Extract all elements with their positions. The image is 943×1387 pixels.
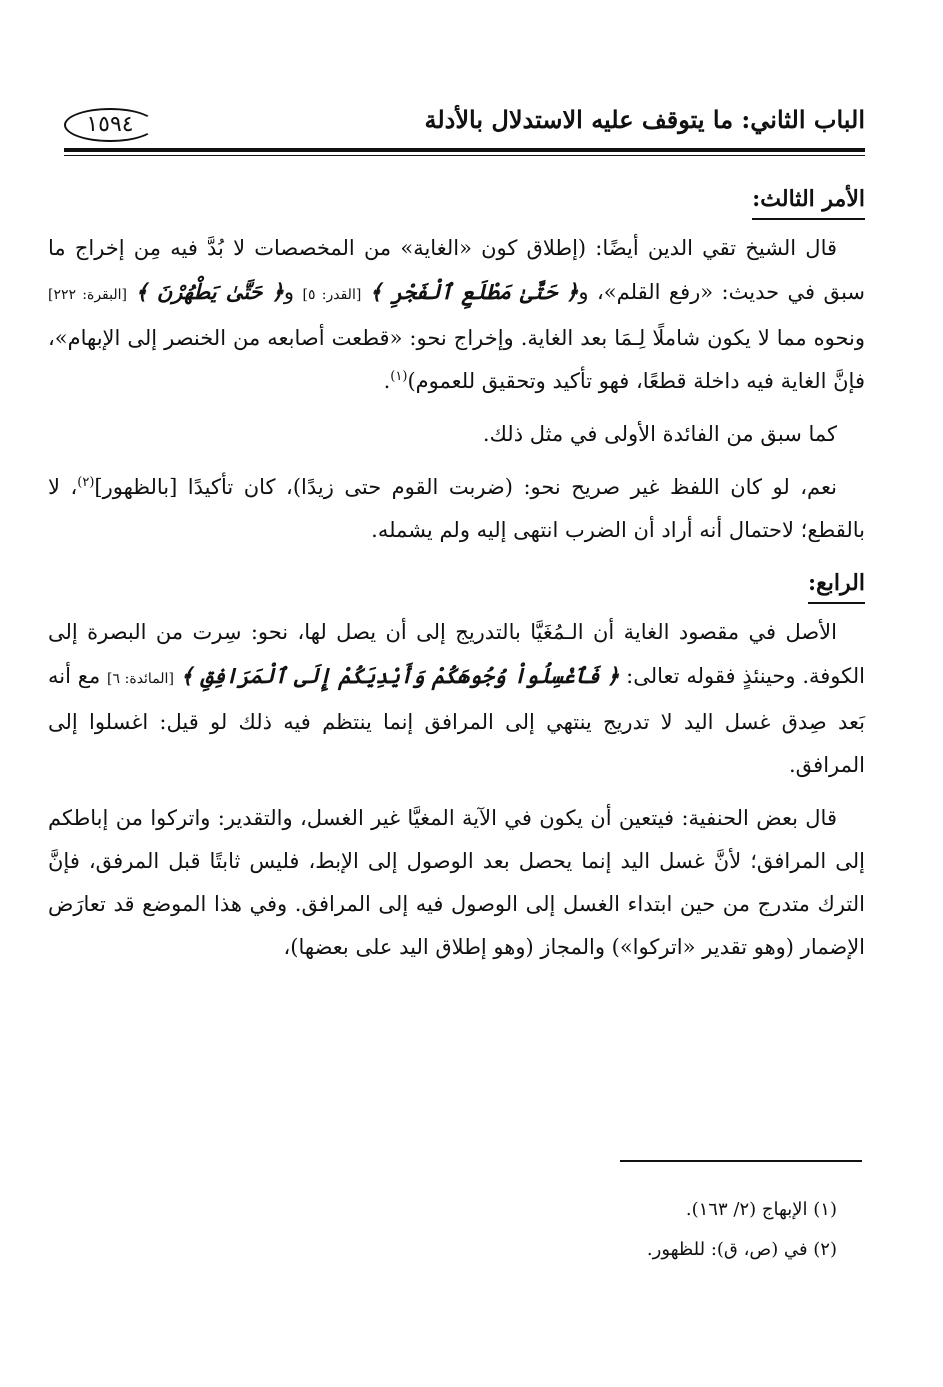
- quran-verse: ﴿ حَتَّىٰ يَطْهُرْنَ ﴾: [135, 279, 284, 304]
- paragraph: نعم، لو كان اللفظ غير صريح نحو: (ضربت القوم حتى زيدًا)، كان تأكيدًا [بالظهور]$^{(٢)}$، لا بالقطع؛ لاحتمال أنه أراد أن الضرب انتهى إليه ولم يشمله.: [48, 475, 865, 542]
- header-rule-thick: [64, 148, 865, 152]
- paragraph: كما سبق من الفائدة الأولى في مثل ذلك.: [482, 422, 837, 446]
- header-rule-thin: [64, 155, 865, 156]
- running-title: الباب الثاني: ما يتوقف عليه الاستدلال بالأدلة: [424, 105, 865, 134]
- verse-reference: [القدر: ٥]: [302, 287, 362, 303]
- footnote-marker: (١): [390, 369, 408, 384]
- footnote-marker: (٢): [77, 475, 95, 490]
- page-number: ١٥٩٤: [64, 108, 156, 142]
- main-text: [48, 178, 865, 979]
- footnote-1: (١) الإبهاج (٢/ ١٦٣).: [685, 1199, 837, 1220]
- quran-verse: ﴿ فَٱغْسِلُواْ وُجُوهَكُمْ وَأَيْدِيَكُمْ إِلَى ٱلْمَرَافِقِ ﴾: [180, 663, 620, 688]
- footnote-separator: [620, 1160, 862, 1162]
- verse-reference: [البقرة: ٢٢٢]: [48, 287, 127, 303]
- verse-reference: [المائدة: ٦]: [107, 671, 174, 687]
- paragraph: قال الشيخ تقي الدين أيضًا: (إطلاق كون «الغاية» من المخصصات لا بُدَّ فيه مِن إخراج ما سبق في حديث: «رفع القلم»، و﴿ حَتَّىٰ مَطْلَعِ ٱلْفَجْرِ ﴾ [القدر: ٥] و﴿ حَتَّىٰ يَطْهُرْنَ ﴾ [البقرة: ٢٢٢] ونحوه مما لا يكون شاملًا لِـمَا بعد الغاية. وإخراج نحو: «قطعت أصابعه من الخنصر إلى الإبهام»، فإنَّ الغاية فيه داخلة قطعًا، فهو تأكيد وتحقيق للعموم)$^{(١)}$.: [48, 236, 866, 393]
- footnote-2: (٢) في (ص، ق): للظهور.: [646, 1239, 837, 1260]
- paragraph: الأصل في مقصود الغاية أن الـمُغَيَّا بالتدريج إلى أن يصل لها، نحو: سِرت من البصرة إلى الكوفة. وحينئذٍ فقوله تعالى: ﴿ فَٱغْسِلُواْ وُجُوهَكُمْ وَأَيْدِيَكُمْ إِلَى ٱلْمَرَافِقِ ﴾ [المائدة: ٦] مع أنه بَعد صِدق غسل اليد لا تدريج ينتهي إلى المرافق إنما ينتظم فيه ذلك لو قيل: اغسلوا إلى المرافق.: [48, 620, 865, 777]
- paragraph: قال بعض الحنفية: فيتعين أن يكون في الآية المغيَّا غير الغسل، والتقدير: واتركوا من إباطكم إلى المرافق؛ لأنَّ غسل اليد إنما يحصل بعد الوصول إلى الإبط، فليس ثابتًا قبل المرفق، فإنَّ الترك متدرج من حين ابتداء الغسل إلى الوصول فيه إلى المرافق. وفي هذا الموضع قد تعارَض الإضمار (وهو تقدير «اتركوا») والمجاز (وهو إطلاق اليد على بعضها)،: [48, 806, 865, 959]
- quran-verse: ﴿ حَتَّىٰ مَطْلَعِ ٱلْفَجْرِ ﴾: [369, 279, 579, 304]
- section-heading-third: الأمر الثالث:: [752, 180, 865, 220]
- section-heading-fourth: الرابع:: [808, 564, 865, 604]
- footnotes: [48, 1190, 865, 1270]
- page-header: [64, 100, 865, 150]
